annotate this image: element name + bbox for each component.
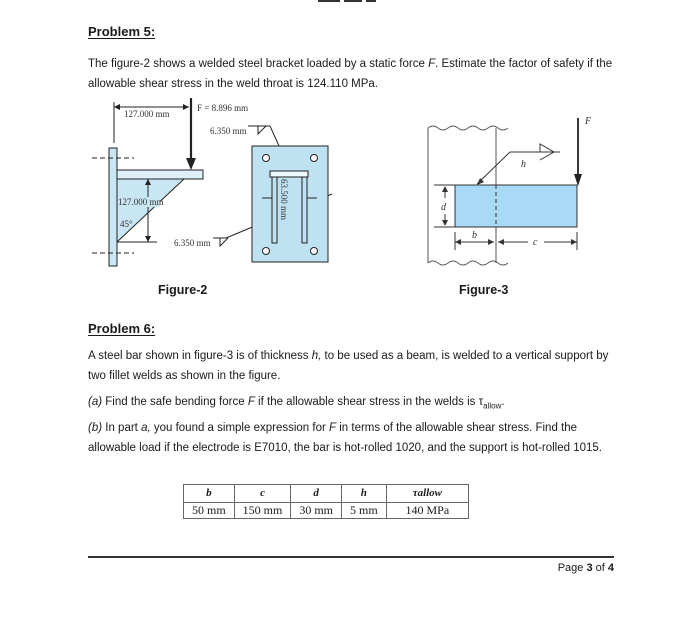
problem-6-part-b: [88, 418, 616, 458]
part-a-text: .: [501, 396, 505, 408]
tau-subscript: allow: [483, 401, 502, 411]
current-page: 3: [586, 562, 593, 574]
force-variable: F: [329, 422, 337, 434]
top-dimension-label: 127.000 mm: [124, 109, 170, 119]
depth-label-d: d: [441, 202, 446, 213]
cut-off-header-text: [300, 0, 400, 3]
problem-6-heading: Problem 6:: [88, 321, 156, 336]
figure-3-caption: Figure-3: [459, 283, 509, 297]
problem-5-text-part: . Estimate the factor of safety if the allowable shear stress in the weld throat is 124.110 MPa.: [88, 58, 613, 90]
thickness-label-h: h: [521, 159, 526, 170]
bottom-weld-size-label: 6.350 mm: [174, 238, 211, 248]
table-cell: 5 mm: [342, 503, 387, 519]
intro-text: to be used as a beam, is welded to a vertical support by two fillet welds as shown in the figure.: [88, 350, 609, 382]
vertical-dimension-label: 127.000 mm: [118, 197, 164, 207]
force-variable: F: [247, 396, 255, 408]
table-row: [184, 503, 469, 519]
thickness-variable: h,: [311, 350, 322, 362]
table-cell: 140 MPa: [386, 503, 468, 519]
table-header: c: [234, 485, 291, 503]
figure-3-welded-bar-diagram: [410, 102, 605, 267]
table-cell: 150 mm: [234, 503, 291, 519]
part-reference: a,: [141, 422, 151, 434]
table-header-row: [184, 485, 469, 503]
page-number: [558, 562, 614, 574]
table-header: τallow: [386, 485, 468, 503]
problem-5-text: [88, 54, 616, 94]
part-b-label: (b): [88, 422, 103, 434]
problem-6-part-a: [88, 392, 616, 416]
part-b-text: in terms of the allowable shear stress. Find the allowable load if the electrode is E7010, the bar is hot-rolled 1020, and the support is hot-rolled 1015.: [88, 422, 602, 454]
figure-2-bracket-diagram: [92, 98, 342, 273]
figure-2-caption: Figure-2: [158, 283, 208, 297]
part-a-label: (a): [88, 396, 103, 408]
top-weld-size-label: 6.350 mm: [210, 126, 247, 136]
angle-label: 45°: [120, 219, 133, 229]
problem-6-intro: [88, 346, 616, 386]
force-label: F = 8.896 mm: [197, 103, 249, 113]
problem-5-heading: Problem 5:: [88, 24, 156, 39]
page-of: of: [592, 562, 608, 574]
problem-5-text-part: The figure-2 shows a welded steel bracket loaded by a static force: [88, 58, 429, 70]
width-label-b: b: [472, 230, 477, 241]
table-header: h: [342, 485, 387, 503]
intro-text: A steel bar shown in figure-3 is of thickness: [88, 350, 312, 362]
total-pages: 4: [607, 562, 614, 574]
table-cell: 30 mm: [291, 503, 342, 519]
table-header: d: [291, 485, 342, 503]
table-cell: 50 mm: [184, 503, 235, 519]
force-label-F: F: [585, 116, 592, 127]
part-b-text: In part: [102, 422, 142, 434]
plate-dimension-label: 63.500 mm: [279, 179, 289, 221]
parameters-table: [183, 484, 469, 519]
page-prefix: Page: [557, 562, 587, 574]
table-header: b: [184, 485, 235, 503]
footer-divider: [88, 556, 614, 558]
part-b-text: you found a simple expression for: [150, 422, 330, 434]
length-label-c: c: [533, 237, 538, 248]
part-a-text: Find the safe bending force: [102, 396, 248, 408]
force-variable: F: [428, 58, 436, 70]
part-a-text: if the allowable shear stress in the welds is τ: [254, 396, 484, 408]
